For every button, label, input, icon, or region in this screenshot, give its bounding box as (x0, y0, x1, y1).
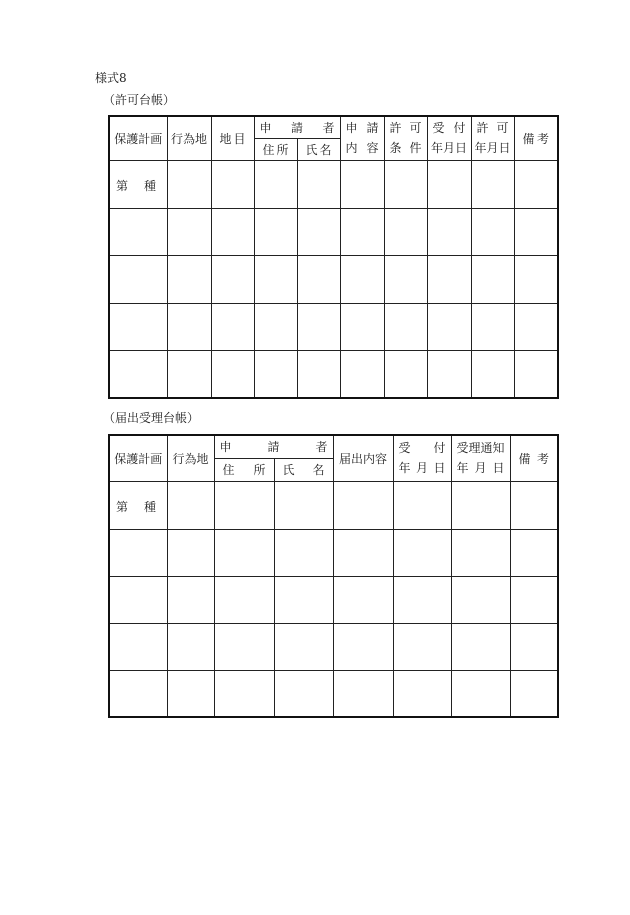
table-cell[interactable] (514, 256, 558, 303)
col-name: 氏 名 (274, 458, 333, 481)
table-cell[interactable] (254, 256, 297, 303)
table-cell[interactable] (167, 576, 214, 623)
table-cell[interactable] (451, 576, 510, 623)
table-cell[interactable] (427, 160, 471, 208)
table-row (109, 529, 558, 576)
table-cell[interactable] (211, 209, 254, 256)
table-cell[interactable] (167, 670, 214, 717)
table-cell[interactable] (340, 351, 384, 398)
table-cell[interactable] (214, 481, 274, 529)
table-cell[interactable] (214, 529, 274, 576)
col-application-content: 申 請 内 容 (340, 116, 384, 160)
table-cell[interactable] (393, 529, 451, 576)
table-cell[interactable] (274, 529, 333, 576)
table-cell[interactable] (514, 160, 558, 208)
table-cell[interactable] (451, 481, 510, 529)
permit-ledger-table (108, 115, 559, 399)
table-cell[interactable] (167, 351, 211, 398)
col-address: 住 所 (214, 458, 274, 481)
table-row (109, 351, 558, 398)
table-cell[interactable] (451, 529, 510, 576)
table-cell[interactable] (274, 670, 333, 717)
table-cell[interactable] (214, 670, 274, 717)
table-cell[interactable] (254, 303, 297, 350)
table-cell[interactable] (393, 481, 451, 529)
table-cell[interactable] (384, 256, 427, 303)
table-row (109, 576, 558, 623)
table-cell[interactable] (514, 303, 558, 350)
table-cell[interactable] (297, 160, 340, 208)
col-name: 氏 名 (297, 138, 340, 160)
table-cell[interactable] (109, 623, 167, 670)
table-cell[interactable] (384, 303, 427, 350)
notice-ledger-title: （届出受理台帳） (103, 411, 200, 425)
type-number-cell[interactable]: 第 種 (109, 160, 167, 208)
table-cell[interactable] (393, 576, 451, 623)
table-cell[interactable] (514, 209, 558, 256)
table-cell[interactable] (340, 160, 384, 208)
col-permit-conditions: 許 可 条 件 (384, 116, 427, 160)
table-cell[interactable] (514, 351, 558, 398)
table-cell[interactable] (510, 576, 558, 623)
col-applicant: 申 請 者 (254, 116, 340, 138)
table-cell[interactable] (427, 256, 471, 303)
table-cell[interactable] (471, 256, 514, 303)
table-cell[interactable] (109, 209, 167, 256)
table-cell[interactable] (384, 160, 427, 208)
table-cell[interactable] (214, 576, 274, 623)
table-cell[interactable] (471, 209, 514, 256)
type-number-cell[interactable]: 第 種 (109, 481, 167, 529)
table-row (109, 481, 558, 529)
col-received-date: 受 付 年月日 (427, 116, 471, 160)
table-cell[interactable] (274, 481, 333, 529)
table-cell[interactable] (167, 303, 211, 350)
form-number: 様式8 (95, 71, 127, 85)
table-cell[interactable] (471, 303, 514, 350)
table-cell[interactable] (254, 209, 297, 256)
table-cell[interactable] (427, 303, 471, 350)
col-received-date: 受 付 年 月 日 (393, 435, 451, 481)
col-remarks: 備 考 (510, 435, 558, 481)
col-remarks: 備 考 (514, 116, 558, 160)
col-land-category: 地 目 (211, 116, 254, 160)
col-acceptance-notice-date: 受理通知 年 月 日 (451, 435, 510, 481)
table-cell[interactable] (384, 351, 427, 398)
table-cell[interactable] (393, 623, 451, 670)
table-cell[interactable] (510, 481, 558, 529)
table-row (109, 623, 558, 670)
table-cell[interactable] (510, 623, 558, 670)
table-cell[interactable] (393, 670, 451, 717)
table-cell[interactable] (167, 481, 214, 529)
table-row (109, 303, 558, 350)
table-row (109, 209, 558, 256)
table-cell[interactable] (109, 529, 167, 576)
table-cell[interactable] (510, 670, 558, 717)
table-cell[interactable] (214, 623, 274, 670)
notice-ledger-table (108, 434, 559, 718)
table-cell[interactable] (167, 209, 211, 256)
table-cell[interactable] (254, 351, 297, 398)
table-cell[interactable] (427, 209, 471, 256)
table-row (109, 670, 558, 717)
table-cell[interactable] (167, 256, 211, 303)
table-cell[interactable] (333, 670, 393, 717)
table-cell[interactable] (274, 623, 333, 670)
table-cell[interactable] (340, 256, 384, 303)
table-cell[interactable] (167, 160, 211, 208)
table-cell[interactable] (254, 160, 297, 208)
table-cell[interactable] (340, 209, 384, 256)
table-cell[interactable] (333, 529, 393, 576)
col-protection-plan: 保護計画 (109, 435, 167, 481)
col-address: 住 所 (254, 138, 297, 160)
col-permit-date: 許 可 年月日 (471, 116, 514, 160)
table-cell[interactable] (109, 351, 167, 398)
table-cell[interactable] (109, 303, 167, 350)
table-cell[interactable] (109, 576, 167, 623)
table-cell[interactable] (384, 209, 427, 256)
table-cell[interactable] (471, 351, 514, 398)
table-cell[interactable] (211, 256, 254, 303)
col-protection-plan: 保護計画 (109, 116, 167, 160)
table-cell[interactable] (297, 351, 340, 398)
table-cell[interactable] (211, 160, 254, 208)
table-cell[interactable] (167, 529, 214, 576)
table-cell[interactable] (333, 481, 393, 529)
table-cell[interactable] (510, 529, 558, 576)
table-cell[interactable] (297, 256, 340, 303)
table-cell[interactable] (211, 303, 254, 350)
table-row (109, 256, 558, 303)
col-notice-content: 届出内容 (333, 435, 393, 481)
table-cell[interactable] (340, 303, 384, 350)
table-cell[interactable] (211, 351, 254, 398)
permit-ledger-title: （許可台帳） (103, 93, 176, 107)
table-cell[interactable] (471, 160, 514, 208)
table-cell[interactable] (333, 623, 393, 670)
table-cell[interactable] (451, 670, 510, 717)
table-cell[interactable] (167, 623, 214, 670)
table-cell[interactable] (297, 303, 340, 350)
table-cell[interactable] (109, 670, 167, 717)
table-cell[interactable] (427, 351, 471, 398)
col-applicant: 申 請 者 (214, 435, 333, 458)
table-row (109, 160, 558, 208)
table-cell[interactable] (274, 576, 333, 623)
table-cell[interactable] (109, 256, 167, 303)
table-cell[interactable] (333, 576, 393, 623)
col-action-site: 行為地 (167, 116, 211, 160)
table-cell[interactable] (297, 209, 340, 256)
table-cell[interactable] (451, 623, 510, 670)
col-action-site: 行為地 (167, 435, 214, 481)
